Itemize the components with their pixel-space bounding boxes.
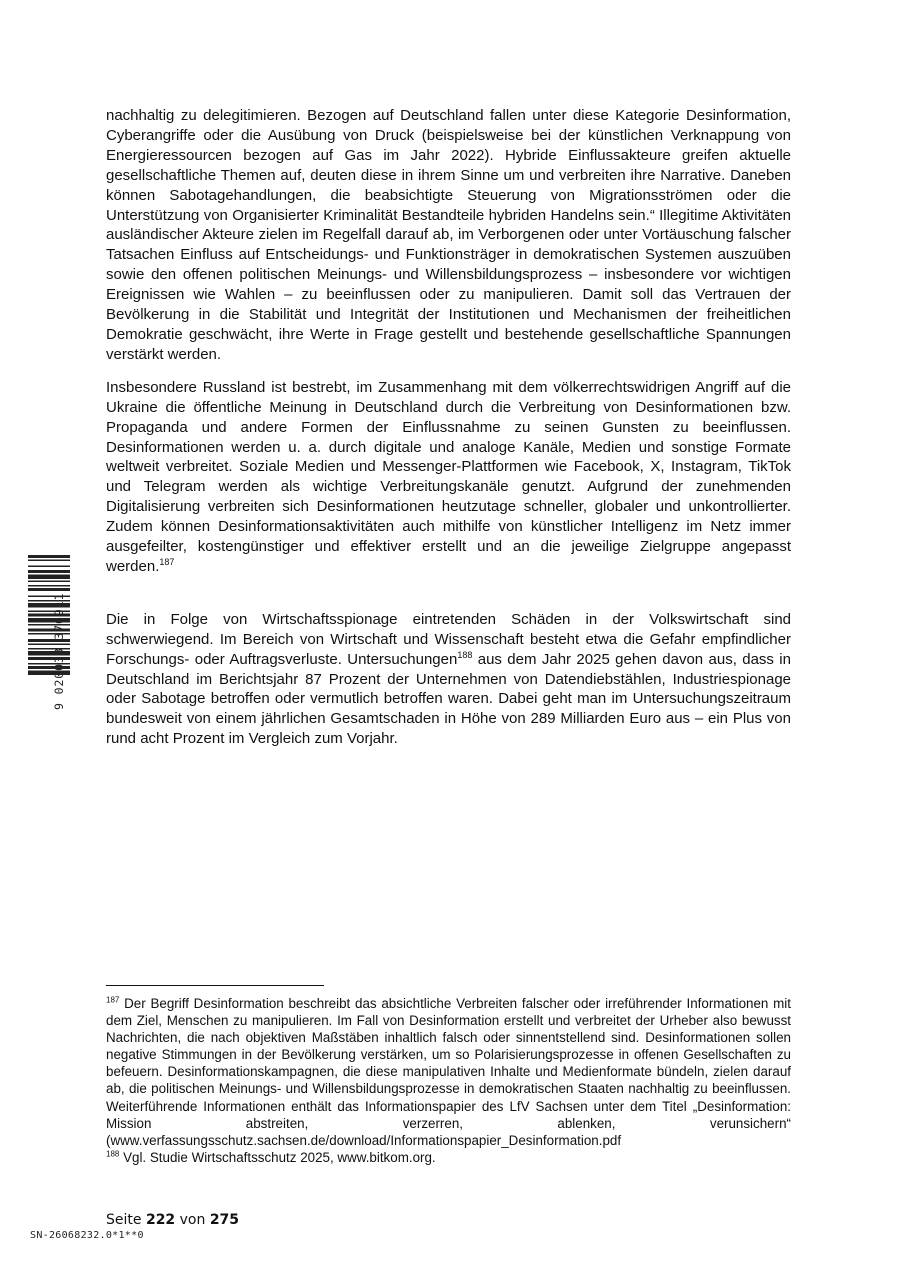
- footnote: $^{188}$ Vgl. Studie Wirtschaftsschutz 2025, www.bitkom.org.: [106, 1149, 436, 1165]
- footnote-number: 188: [106, 1149, 120, 1159]
- page-number: 222: [145, 1212, 176, 1228]
- body-text: [106, 106, 791, 749]
- page-footer: Seite 222 von 275: [106, 1212, 240, 1228]
- footnote: $^{187}$ Der Begriff Desinformation beschreibt das absichtliche Verbreiten falscher oder irreführender Informationen mit dem Ziel, Menschen zu manipulieren. Im Fall von Desinformation erstellt und verbreitet der Urheber also bewusst Nachrichten, die nach objektiven Maßstäben inhaltlich falsch oder sinnentstellend sind. Desinformationen sollen negative Stimmungen in der Bevölkerung verstärken, um so Polarisierungsprozesse in offenen Gesellschaften zu befeuern. Desinformationskampagnen, die diese manipulativen Inhalte und Medienformate bündeln, zielen darauf ab, die politischen Meinungs- und Willensbildungsprozesse in demokratischen Staaten nachhaltig zu beeinflussen. Weiterführende Informationen enthält das Informationspapier des LfV Sachsen unter dem Titel „Desinformation: Mission abstreiten, verzerren, ablenken, verunsichern“ (www.verfassungsschutz.sachsen.de/download/Informationspapier_Desinformation.pdf: [106, 995, 791, 1148]
- serial-number: SN-26068232.0*1**0: [30, 1230, 144, 1241]
- footnote-separator: [106, 985, 324, 986]
- footnote-number: 187: [106, 995, 120, 1005]
- paragraph: Insbesondere Russland ist bestrebt, im Zusammenhang mit dem völkerrechtswidrigen Angriff auf die Ukraine die öffentliche Meinung in Deutschland durch die Verbreitung von Desinformationen bzw. Propaganda und andere Formen der Einflussnahme zu seinen Gunsten zu beeinflussen. Desinformationen werden u. a. durch digitale und analoge Kanäle, Medien und sonstige Formate weltweit verbreitet. Soziale Medien und Messenger-Plattformen wie Facebook, X, Instagram, TikTok und Telegram werden als wichtige Verbreitungskanäle genutzt. Aufgrund der zunehmenden Digitalisierung verbreiten sich Desinformationen heutzutage schneller, globaler und unkontrollierter. Zudem können Desinformationsaktivitäten auch mithilfe von künstlicher Intelligenz im Netz immer ausgefeilter, kostengünstiger und effektiver erstellt und an die jeweilige Zielgruppe angepasst werden.$^{187}$: [106, 378, 791, 575]
- paragraph: Die in Folge von Wirtschaftsspionage eintretenden Schäden in der Volkswirtschaft sind schwerwiegend. Im Bereich von Wirtschaft und Wissenschaft besteht etwa die Gefahr empfindlicher Forschungs- oder Auftragsverluste. Untersuchungen$^{188}$ aus dem Jahr 2025 gehen davon aus, dass in Deutschland im Berichtsjahr 87 Prozent der Unternehmen von Datendiebstählen, Industriespionage oder Sabotage betroffen oder vermutlich betroffen waren. Dabei geht man im Untersuchungszeitraum bundesweit von einem jährlichen Gesamtschaden in Höhe von 289 Milliarden Euro aus – ein Plus von rund acht Prozent im Vergleich zum Vorjahr.: [106, 610, 791, 748]
- barcode-digits: 9 020033 376911: [52, 592, 66, 710]
- page-total: 275: [209, 1212, 240, 1228]
- footnote-ref[interactable]: 187: [159, 556, 175, 567]
- footnotes: [106, 985, 791, 1166]
- paragraph: nachhaltig zu delegitimieren. Bezogen auf Deutschland fallen unter diese Kategorie Desinformation, Cyberangriffe oder die Ausübung von Druck (beispielsweise bei der künstlichen Verknappung von Energieressourcen bezogen auf Gas im Jahr 2022). Hybride Einflussakteure greifen aktuelle gesellschaftliche Themen auf, deuten diese in ihrem Sinne um und verbreiten ihre Narrative. Daneben können Sabotagehandlungen, die beabsichtigte Steuerung von Migrationsströmen oder die Unterstützung von Organisierter Kriminalität Bestandteile hybriden Handelns sein.“ Illegitime Aktivitäten ausländischer Akteure zielen im Regelfall darauf ab, im Verborgenen oder unter Vortäuschung falscher Tatsachen Einfluss auf Entscheidungs- und Funktionsträger in demokratischen Systemen auszuüben sowie den offenen politischen Meinungs- und Willensbildungsprozess – insbesondere vor wichtigen Ereignissen wie Wahlen – zu beeinflussen oder zu manipulieren. Damit soll das Vertrauen der Bevölkerung in die Stabilität und Integrität der Institutionen und Mechanismen der freiheitlichen Demokratie geschwächt, ihre Werte in Frage gestellt und bestehende gesellschaftliche Spannungen verstärkt werden.: [106, 107, 791, 363]
- footnote-ref[interactable]: 188: [457, 649, 473, 660]
